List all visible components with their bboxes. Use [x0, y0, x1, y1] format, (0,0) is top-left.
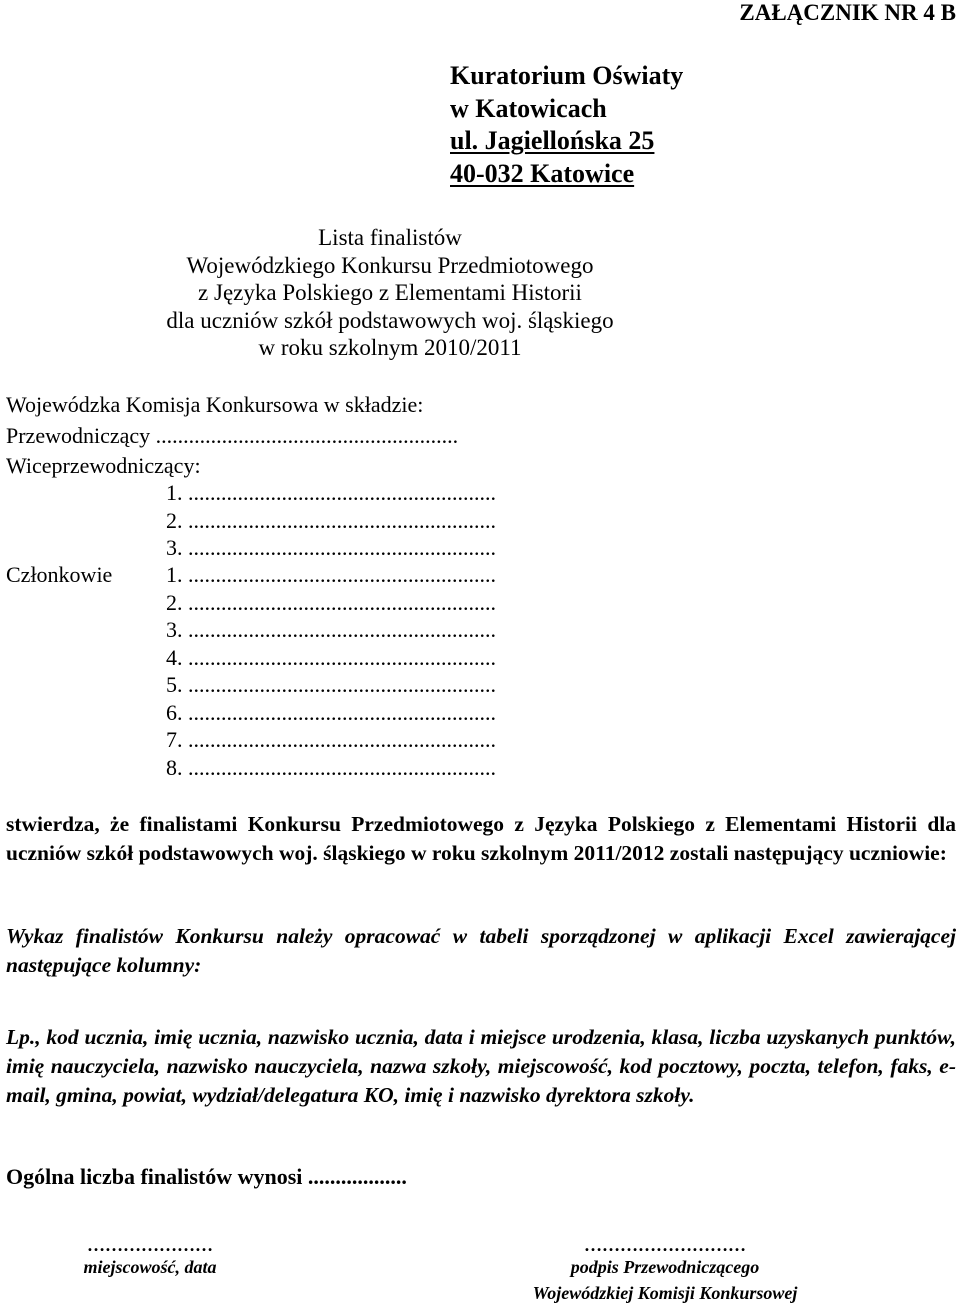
place-date-dots: ………………… — [87, 1235, 213, 1255]
total-finalists-line: Ogólna liczba finalistów wynosi .................. — [6, 1164, 407, 1189]
chair-line: Przewodniczący ....................................................... — [6, 423, 459, 448]
members-label: Członkowie — [6, 562, 113, 587]
title-line-4: dla uczniów szkół podstawowych woj. śląskiego — [166, 307, 614, 333]
place-date-caption: miejscowość, data — [83, 1257, 217, 1277]
annex-label: ZAŁĄCZNIK NR 4 B — [739, 0, 956, 25]
member-line-7: 7. ........................................................ — [166, 727, 496, 752]
place-date-signature — [60, 1236, 240, 1280]
chair-signature-dots: ……………………… — [584, 1235, 746, 1255]
vice-chair-label: Wiceprzewodniczący: — [6, 453, 201, 478]
vice-chair-line-3: 3. ........................................................ — [166, 535, 496, 560]
member-line-5: 5. ........................................................ — [166, 672, 496, 697]
addressee-postcode: 40-032 Katowice — [450, 158, 635, 188]
addressee-street: ul. Jagiellońska 25 — [450, 126, 655, 155]
addressee-line-1: Kuratorium Oświaty — [450, 61, 684, 90]
title-line-5: w roku szkolnym 2010/2011 — [258, 335, 522, 360]
vice-chair-line-1: 1. ........................................................ — [166, 480, 496, 505]
chair-signature — [500, 1236, 830, 1306]
member-line-3: 3. ........................................................ — [166, 617, 496, 642]
member-line-1: 1. ........................................................ — [166, 562, 496, 587]
columns-paragraph: Lp., kod ucznia, imię ucznia, nazwisko ucznia, data i miejsce urodzenia, klasa, liczba uzyskanych punktów, imię nauczyciela, nazwisko nauczyciela, nazwa szkoły, miejscowość, kod pocztowy, poczta, telefon, faks, e-mail, gmina, powiat, wydział/delegatura KO, imię i nazwisko dyrektora szkoły. — [6, 1025, 956, 1107]
title-line-1: Lista finalistów — [318, 225, 462, 250]
title-line-3: z Języka Polskiego z Elementami Historii — [198, 280, 582, 305]
title-line-2: Wojewódzkiego Konkursu Przedmiotowego — [186, 252, 594, 278]
document-title — [0, 224, 870, 362]
committee-heading: Wojewódzka Komisja Konkursowa w składzie: — [6, 392, 424, 417]
chair-signature-caption-2: Wojewódzkiej Komisji Konkursowej — [532, 1283, 798, 1303]
instruction-paragraph: Wykaz finalistów Konkursu należy opracować w tabeli sporządzonej w aplikacji Excel zawierającej następujące kolumny: — [6, 924, 956, 977]
member-line-6: 6. ........................................................ — [166, 700, 496, 725]
member-line-4: 4. ........................................................ — [166, 645, 496, 670]
statement-paragraph: stwierdza, że finalistami Konkursu Przedmiotowego z Języka Polskiego z Elementami Historii dla uczniów szkół podstawowych woj. śląskiego w roku szkolnym 2011/2012 zostali następujący uczniowie: — [6, 812, 956, 865]
chair-signature-caption-1: podpis Przewodniczącego — [570, 1257, 760, 1277]
addressee-line-2: w Katowicach — [450, 93, 607, 123]
member-line-2: 2. ........................................................ — [166, 590, 496, 615]
member-line-8: 8. ........................................................ — [166, 755, 496, 780]
vice-chair-line-2: 2. ........................................................ — [166, 508, 496, 533]
addressee-block — [450, 60, 683, 190]
